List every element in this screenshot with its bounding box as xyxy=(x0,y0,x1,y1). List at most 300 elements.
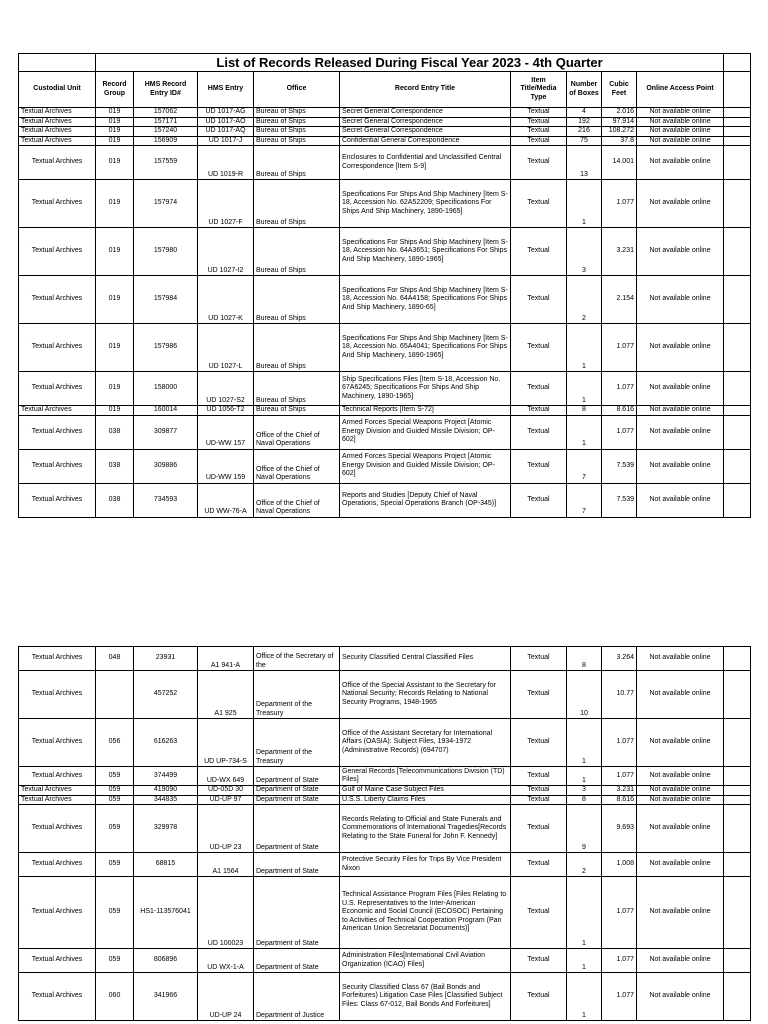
online-access-cell: Not available online xyxy=(637,795,724,805)
media-type-cell: Textual xyxy=(511,483,567,517)
unit-cell: Textual Archives xyxy=(19,719,96,767)
unit-cell: Textual Archives xyxy=(19,877,96,949)
office-cell: Department of Justice xyxy=(254,973,340,1021)
media-type-cell: Textual xyxy=(511,324,567,372)
online-access-cell: Not available online xyxy=(637,449,724,483)
record-title-cell: Gulf of Maine Case Subject Files xyxy=(340,786,511,796)
online-access-cell: Not available online xyxy=(637,136,724,146)
media-type-cell: Textual xyxy=(511,117,567,127)
office-cell: Department of the Treasury xyxy=(254,671,340,719)
office-cell: Bureau of Ships xyxy=(254,136,340,146)
media-type-cell: Textual xyxy=(511,228,567,276)
record-entry-id-cell: 329978 xyxy=(134,805,198,853)
record-title-cell: Administration Files[International Civil Aviation Organization (ICAO) Files] xyxy=(340,949,511,973)
boxes-cell: 1 xyxy=(567,372,602,406)
office-cell: Department of State xyxy=(254,805,340,853)
cubic-feet-cell: 2.154 xyxy=(602,276,637,324)
cubic-feet-cell: 1.077 xyxy=(602,180,637,228)
blank-cell xyxy=(724,877,751,949)
hms-entry-cell: UD 1017-J xyxy=(198,136,254,146)
cubic-feet-cell: 2.016 xyxy=(602,108,637,118)
unit-cell: Textual Archives xyxy=(19,324,96,372)
online-access-cell: Not available online xyxy=(637,415,724,449)
boxes-cell: 8 xyxy=(567,406,602,416)
media-type-cell: Textual xyxy=(511,853,567,877)
record-title-cell: Security Classified Class 67 (Bail Bonds and Forfeitures) Litigation Case Files [Classified Subject Files: Class 67-012, Bail Bonds And Forfeitures] xyxy=(340,973,511,1021)
cubic-feet-cell: 3.231 xyxy=(602,786,637,796)
record-group-cell: 038 xyxy=(96,415,134,449)
office-cell: Bureau of Ships xyxy=(254,228,340,276)
blank-cell xyxy=(724,805,751,853)
table-row xyxy=(19,853,751,877)
cubic-feet-cell: 14.001 xyxy=(602,146,637,180)
record-title-cell: General Records [Telecommunications Division (TD) Files] xyxy=(340,767,511,786)
table-row xyxy=(19,108,751,118)
hms-entry-cell: UD-05D 30 xyxy=(198,786,254,796)
record-title-cell: Office of the Assistant Secretary for International Affairs (OASIA): Subject Files, 1934-1972 (Administrative Records) (694707) xyxy=(340,719,511,767)
boxes-cell: 1 xyxy=(567,180,602,228)
table-row xyxy=(19,949,751,973)
online-access-cell: Not available online xyxy=(637,877,724,949)
blank-cell xyxy=(724,136,751,146)
boxes-cell: 1 xyxy=(567,973,602,1021)
media-type-cell: Textual xyxy=(511,276,567,324)
boxes-cell: 13 xyxy=(567,146,602,180)
table-row xyxy=(19,276,751,324)
blank-cell xyxy=(724,146,751,180)
record-entry-id-cell: 157984 xyxy=(134,276,198,324)
blank-cell xyxy=(724,671,751,719)
office-cell: Bureau of Ships xyxy=(254,180,340,228)
hms-entry-cell: A1 941-A xyxy=(198,647,254,671)
cubic-feet-cell: 10.77 xyxy=(602,671,637,719)
unit-cell: Textual Archives xyxy=(19,483,96,517)
online-access-cell: Not available online xyxy=(637,647,724,671)
online-access-cell: Not available online xyxy=(637,853,724,877)
online-access-cell: Not available online xyxy=(637,671,724,719)
boxes-cell: 3 xyxy=(567,228,602,276)
record-title-cell: Confidential General Correspondence xyxy=(340,136,511,146)
unit-cell: Textual Archives xyxy=(19,180,96,228)
boxes-cell: 4 xyxy=(567,108,602,118)
record-title-cell: Office of the Special Assistant to the Secretary for National Security; Records Relating to National Security Programs, 1948-1965 xyxy=(340,671,511,719)
boxes-cell: 1 xyxy=(567,949,602,973)
unit-cell: Textual Archives xyxy=(19,136,96,146)
cubic-feet-cell: 1.077 xyxy=(602,719,637,767)
media-type-cell: Textual xyxy=(511,136,567,146)
cubic-feet-cell: 8.616 xyxy=(602,406,637,416)
boxes-cell: 10 xyxy=(567,671,602,719)
col-header: Cubic Feet xyxy=(602,72,637,108)
hms-entry-cell: UD 1017-AO xyxy=(198,117,254,127)
online-access-cell: Not available online xyxy=(637,483,724,517)
record-group-cell: 038 xyxy=(96,449,134,483)
hms-entry-cell: UD 1027-S2 xyxy=(198,372,254,406)
record-title-cell: Specifications For Ships And Ship Machinery [Item S-18, Accession No. 62A52209; Specifications For Ships And Ship Machinery, 1890-1965] xyxy=(340,180,511,228)
online-access-cell: Not available online xyxy=(637,276,724,324)
table-row xyxy=(19,136,751,146)
online-access-cell: Not available online xyxy=(637,127,724,137)
office-cell: Bureau of Ships xyxy=(254,276,340,324)
record-group-cell: 059 xyxy=(96,805,134,853)
hms-entry-cell: UD WW-76-A xyxy=(198,483,254,517)
online-access-cell: Not available online xyxy=(637,108,724,118)
media-type-cell: Textual xyxy=(511,180,567,228)
cubic-feet-cell: 9.693 xyxy=(602,805,637,853)
cubic-feet-cell: 37.8 xyxy=(602,136,637,146)
media-type-cell: Textual xyxy=(511,949,567,973)
col-header: Record Entry Title xyxy=(340,72,511,108)
record-group-cell: 059 xyxy=(96,853,134,877)
cubic-feet-cell: 1.077 xyxy=(602,973,637,1021)
table-row xyxy=(19,228,751,276)
cubic-feet-cell: 108.272 xyxy=(602,127,637,137)
cubic-feet-cell: 1.077 xyxy=(602,324,637,372)
record-entry-id-cell: 157980 xyxy=(134,228,198,276)
office-cell: Office of the Secretary of the xyxy=(254,647,340,671)
media-type-cell: Textual xyxy=(511,795,567,805)
blank-cell xyxy=(724,372,751,406)
office-cell: Office of the Chief of Naval Operations xyxy=(254,449,340,483)
office-cell: Bureau of Ships xyxy=(254,324,340,372)
record-entry-id-cell: 68815 xyxy=(134,853,198,877)
office-cell: Department of State xyxy=(254,853,340,877)
office-cell: Bureau of Ships xyxy=(254,406,340,416)
blank-header-cell xyxy=(724,54,751,72)
unit-cell: Textual Archives xyxy=(19,671,96,719)
unit-cell: Textual Archives xyxy=(19,805,96,853)
hms-entry-cell: UD 1027-K xyxy=(198,276,254,324)
boxes-cell: 3 xyxy=(567,786,602,796)
record-entry-id-cell: 157062 xyxy=(134,108,198,118)
record-title-cell: Secret General Correspondence xyxy=(340,117,511,127)
unit-cell: Textual Archives xyxy=(19,117,96,127)
record-group-cell: 019 xyxy=(96,146,134,180)
online-access-cell: Not available online xyxy=(637,786,724,796)
boxes-cell: 8 xyxy=(567,647,602,671)
boxes-cell: 7 xyxy=(567,449,602,483)
blank-cell xyxy=(724,795,751,805)
unit-cell: Textual Archives xyxy=(19,767,96,786)
office-cell: Department of State xyxy=(254,795,340,805)
media-type-cell: Textual xyxy=(511,108,567,118)
record-entry-id-cell: 156909 xyxy=(134,136,198,146)
media-type-cell: Textual xyxy=(511,767,567,786)
online-access-cell: Not available online xyxy=(637,805,724,853)
office-cell: Bureau of Ships xyxy=(254,372,340,406)
record-entry-id-cell: 157559 xyxy=(134,146,198,180)
online-access-cell: Not available online xyxy=(637,180,724,228)
record-entry-id-cell: 734593 xyxy=(134,483,198,517)
office-cell: Department of State xyxy=(254,877,340,949)
record-group-cell: 019 xyxy=(96,276,134,324)
record-group-cell: 059 xyxy=(96,786,134,796)
blank-cell xyxy=(724,415,751,449)
table-row xyxy=(19,805,751,853)
record-title-cell: Technical Reports [Item S-72] xyxy=(340,406,511,416)
table-row xyxy=(19,127,751,137)
boxes-cell: 2 xyxy=(567,276,602,324)
records-table-2 xyxy=(18,646,751,1021)
table-row xyxy=(19,671,751,719)
unit-cell: Textual Archives xyxy=(19,276,96,324)
media-type-cell: Textual xyxy=(511,786,567,796)
record-group-cell: 059 xyxy=(96,877,134,949)
office-cell: Department of State xyxy=(254,786,340,796)
boxes-cell: 9 xyxy=(567,805,602,853)
cubic-feet-cell: 1.077 xyxy=(602,415,637,449)
table-row xyxy=(19,767,751,786)
unit-cell: Textual Archives xyxy=(19,853,96,877)
media-type-cell: Textual xyxy=(511,647,567,671)
cubic-feet-cell: 3.264 xyxy=(602,647,637,671)
table-row xyxy=(19,117,751,127)
online-access-cell: Not available online xyxy=(637,146,724,180)
hms-entry-cell: UD 1027-F xyxy=(198,180,254,228)
col-header-blank xyxy=(724,72,751,108)
record-group-cell: 019 xyxy=(96,406,134,416)
office-cell: Office of the Chief of Naval Operations xyxy=(254,415,340,449)
blank-cell xyxy=(724,180,751,228)
record-entry-id-cell: 309886 xyxy=(134,449,198,483)
unit-cell: Textual Archives xyxy=(19,406,96,416)
office-cell: Office of the Chief of Naval Operations xyxy=(254,483,340,517)
record-entry-id-cell: 344835 xyxy=(134,795,198,805)
blank-cell xyxy=(724,786,751,796)
table-row xyxy=(19,719,751,767)
hms-entry-cell: UD-UP 97 xyxy=(198,795,254,805)
col-header: Number of Boxes xyxy=(567,72,602,108)
media-type-cell: Textual xyxy=(511,805,567,853)
media-type-cell: Textual xyxy=(511,127,567,137)
record-entry-id-cell: 806896 xyxy=(134,949,198,973)
blank-cell xyxy=(724,853,751,877)
office-cell: Department of State xyxy=(254,767,340,786)
boxes-cell: 1 xyxy=(567,767,602,786)
record-group-cell: 048 xyxy=(96,647,134,671)
col-header: Item Title/Media Type xyxy=(511,72,567,108)
record-group-cell: 019 xyxy=(96,324,134,372)
online-access-cell: Not available online xyxy=(637,973,724,1021)
boxes-cell: 2 xyxy=(567,853,602,877)
record-title-cell: Reports and Studies [Deputy Chief of Naval Operations, Special Operations Branch (OP-345)] xyxy=(340,483,511,517)
online-access-cell: Not available online xyxy=(637,719,724,767)
boxes-cell: 216 xyxy=(567,127,602,137)
record-title-cell: Secret General Correspondence xyxy=(340,108,511,118)
record-entry-id-cell: 157171 xyxy=(134,117,198,127)
record-group-cell: 056 xyxy=(96,719,134,767)
record-title-cell: Enclosures to Confidential and Unclassified Central Correspondence [Item S-9] xyxy=(340,146,511,180)
boxes-cell: 1 xyxy=(567,415,602,449)
online-access-cell: Not available online xyxy=(637,406,724,416)
unit-cell: Textual Archives xyxy=(19,786,96,796)
records-table-2-body xyxy=(19,647,751,1021)
unit-cell: Textual Archives xyxy=(19,647,96,671)
media-type-cell: Textual xyxy=(511,973,567,1021)
unit-cell: Textual Archives xyxy=(19,372,96,406)
online-access-cell: Not available online xyxy=(637,372,724,406)
record-group-cell: 060 xyxy=(96,973,134,1021)
record-entry-id-cell: 457252 xyxy=(134,671,198,719)
hms-entry-cell: A1 925 xyxy=(198,671,254,719)
table-row xyxy=(19,877,751,949)
col-header: Office xyxy=(254,72,340,108)
table-row xyxy=(19,795,751,805)
blank-cell xyxy=(724,449,751,483)
online-access-cell: Not available online xyxy=(637,767,724,786)
table-row xyxy=(19,180,751,228)
office-cell: Department of the Treasury xyxy=(254,719,340,767)
boxes-cell: 1 xyxy=(567,877,602,949)
record-title-cell: Specifications For Ships And Ship Machinery [Item S-18, Accession No. 64A3651; Specifications For Ships And Ship Machinery, 1890-1965] xyxy=(340,228,511,276)
record-group-cell: 019 xyxy=(96,127,134,137)
col-header: Record Group xyxy=(96,72,134,108)
record-entry-id-cell: 158000 xyxy=(134,372,198,406)
table-row xyxy=(19,647,751,671)
record-entry-id-cell: 309877 xyxy=(134,415,198,449)
record-title-cell: Armed Forces Special Weapons Project [Atomic Energy Division and Guided Missile Division; OP-602] xyxy=(340,415,511,449)
hms-entry-cell: UD 1019-R xyxy=(198,146,254,180)
cubic-feet-cell: 1.077 xyxy=(602,949,637,973)
office-cell: Bureau of Ships xyxy=(254,146,340,180)
record-entry-id-cell: HS1-113576041 xyxy=(134,877,198,949)
record-title-cell: Secret General Correspondence xyxy=(340,127,511,137)
hms-entry-cell: UD 1027-I2 xyxy=(198,228,254,276)
record-title-cell: Security Classified Central Classified Files xyxy=(340,647,511,671)
record-group-cell: 019 xyxy=(96,108,134,118)
blank-cell xyxy=(724,719,751,767)
cubic-feet-cell: 7.539 xyxy=(602,483,637,517)
blank-cell xyxy=(724,767,751,786)
blank-cell xyxy=(724,949,751,973)
table-row xyxy=(19,415,751,449)
record-title-cell: Specifications For Ships And Ship Machinery [Item S-18, Accession No. 65A4041; Specifications For Ships And Ship Machinery, 1890-1965] xyxy=(340,324,511,372)
blank-cell xyxy=(724,108,751,118)
blank-cell xyxy=(724,276,751,324)
office-cell: Bureau of Ships xyxy=(254,127,340,137)
cubic-feet-cell: 3.231 xyxy=(602,228,637,276)
cubic-feet-cell: 1.008 xyxy=(602,853,637,877)
online-access-cell: Not available online xyxy=(637,324,724,372)
table-row xyxy=(19,786,751,796)
cubic-feet-cell: 1.077 xyxy=(602,767,637,786)
record-entry-id-cell: 157986 xyxy=(134,324,198,372)
table-row xyxy=(19,372,751,406)
cubic-feet-cell: 1.077 xyxy=(602,877,637,949)
table-row xyxy=(19,449,751,483)
record-title-cell: Records Relating to Official and State Funerals and Commemorations of International Tragedies[Records Relating to the State Funeral for John F. Kennedy] xyxy=(340,805,511,853)
col-header: Custodial Unit xyxy=(19,72,96,108)
office-cell: Bureau of Ships xyxy=(254,108,340,118)
record-title-cell: Technical Assistance Program Files [Files Relating to U.S. Representatives to the Inter-American Economic and Social Council (ECOSOC) Pertaining to Activities of Technical Cooperation Program (Pan American Union Secretariat Documents)] xyxy=(340,877,511,949)
unit-cell: Textual Archives xyxy=(19,108,96,118)
unit-cell: Textual Archives xyxy=(19,146,96,180)
page-title: List of Records Released During Fiscal Year 2023 - 4th Quarter xyxy=(96,54,724,72)
unit-cell: Textual Archives xyxy=(19,415,96,449)
record-entry-id-cell: 160014 xyxy=(134,406,198,416)
record-group-cell: 019 xyxy=(96,228,134,276)
table-row xyxy=(19,406,751,416)
table-row xyxy=(19,483,751,517)
record-title-cell: Armed Forces Special Weapons Project [Atomic Energy Division and Guided Missile Division; OP-602] xyxy=(340,449,511,483)
record-group-cell: 059 xyxy=(96,767,134,786)
boxes-cell: 7 xyxy=(567,483,602,517)
blank-cell xyxy=(724,117,751,127)
unit-cell: Textual Archives xyxy=(19,228,96,276)
blank-cell xyxy=(724,228,751,276)
online-access-cell: Not available online xyxy=(637,228,724,276)
record-group-cell: 019 xyxy=(96,372,134,406)
table-row xyxy=(19,973,751,1021)
record-group-cell: 019 xyxy=(96,136,134,146)
col-header: HMS Entry xyxy=(198,72,254,108)
blank-cell xyxy=(724,406,751,416)
blank-cell xyxy=(724,324,751,372)
hms-entry-cell: UD-WX 649 xyxy=(198,767,254,786)
unit-cell: Textual Archives xyxy=(19,973,96,1021)
record-group-cell: 059 xyxy=(96,795,134,805)
media-type-cell: Textual xyxy=(511,719,567,767)
hms-entry-cell: UD-UP 23 xyxy=(198,805,254,853)
records-table-1 xyxy=(18,53,751,518)
cubic-feet-cell: 1.077 xyxy=(602,372,637,406)
boxes-cell: 192 xyxy=(567,117,602,127)
office-cell: Department of State xyxy=(254,949,340,973)
record-entry-id-cell: 157974 xyxy=(134,180,198,228)
record-title-cell: U.S.S. Liberty Claims Files xyxy=(340,795,511,805)
record-group-cell: 059 xyxy=(96,949,134,973)
table-row xyxy=(19,146,751,180)
hms-entry-cell: UD 1027-L xyxy=(198,324,254,372)
online-access-cell: Not available online xyxy=(637,117,724,127)
table-row xyxy=(19,324,751,372)
office-cell: Bureau of Ships xyxy=(254,117,340,127)
unit-cell: Textual Archives xyxy=(19,795,96,805)
hms-entry-cell: UD UP-734-S xyxy=(198,719,254,767)
cubic-feet-cell: 8.616 xyxy=(602,795,637,805)
blank-cell xyxy=(724,127,751,137)
boxes-cell: 75 xyxy=(567,136,602,146)
blank-cell xyxy=(724,483,751,517)
blank-cell xyxy=(724,647,751,671)
media-type-cell: Textual xyxy=(511,449,567,483)
record-entry-id-cell: 23931 xyxy=(134,647,198,671)
blank-header-cell xyxy=(19,54,96,72)
boxes-cell: 1 xyxy=(567,324,602,372)
hms-entry-cell: UD 1017-AQ xyxy=(198,127,254,137)
blank-cell xyxy=(724,973,751,1021)
media-type-cell: Textual xyxy=(511,146,567,180)
hms-entry-cell: UD 1017-AG xyxy=(198,108,254,118)
record-entry-id-cell: 616263 xyxy=(134,719,198,767)
record-group-cell: 019 xyxy=(96,180,134,228)
unit-cell: Textual Archives xyxy=(19,449,96,483)
record-group-cell: 038 xyxy=(96,483,134,517)
media-type-cell: Textual xyxy=(511,415,567,449)
boxes-cell: 8 xyxy=(567,795,602,805)
cubic-feet-cell: 97.914 xyxy=(602,117,637,127)
cubic-feet-cell: 7.539 xyxy=(602,449,637,483)
unit-cell: Textual Archives xyxy=(19,949,96,973)
media-type-cell: Textual xyxy=(511,372,567,406)
record-title-cell: Protective Security Files for Trips By Vice President Nixon xyxy=(340,853,511,877)
media-type-cell: Textual xyxy=(511,671,567,719)
records-table-1-body xyxy=(19,108,751,518)
record-title-cell: Specifications For Ships And Ship Machinery [Item S-18, Accession No. 64A4158; Specifications For Ships And Ship Machinery, 1890-65] xyxy=(340,276,511,324)
record-entry-id-cell: 419090 xyxy=(134,786,198,796)
record-entry-id-cell: 157240 xyxy=(134,127,198,137)
hms-entry-cell: UD-WW 157 xyxy=(198,415,254,449)
